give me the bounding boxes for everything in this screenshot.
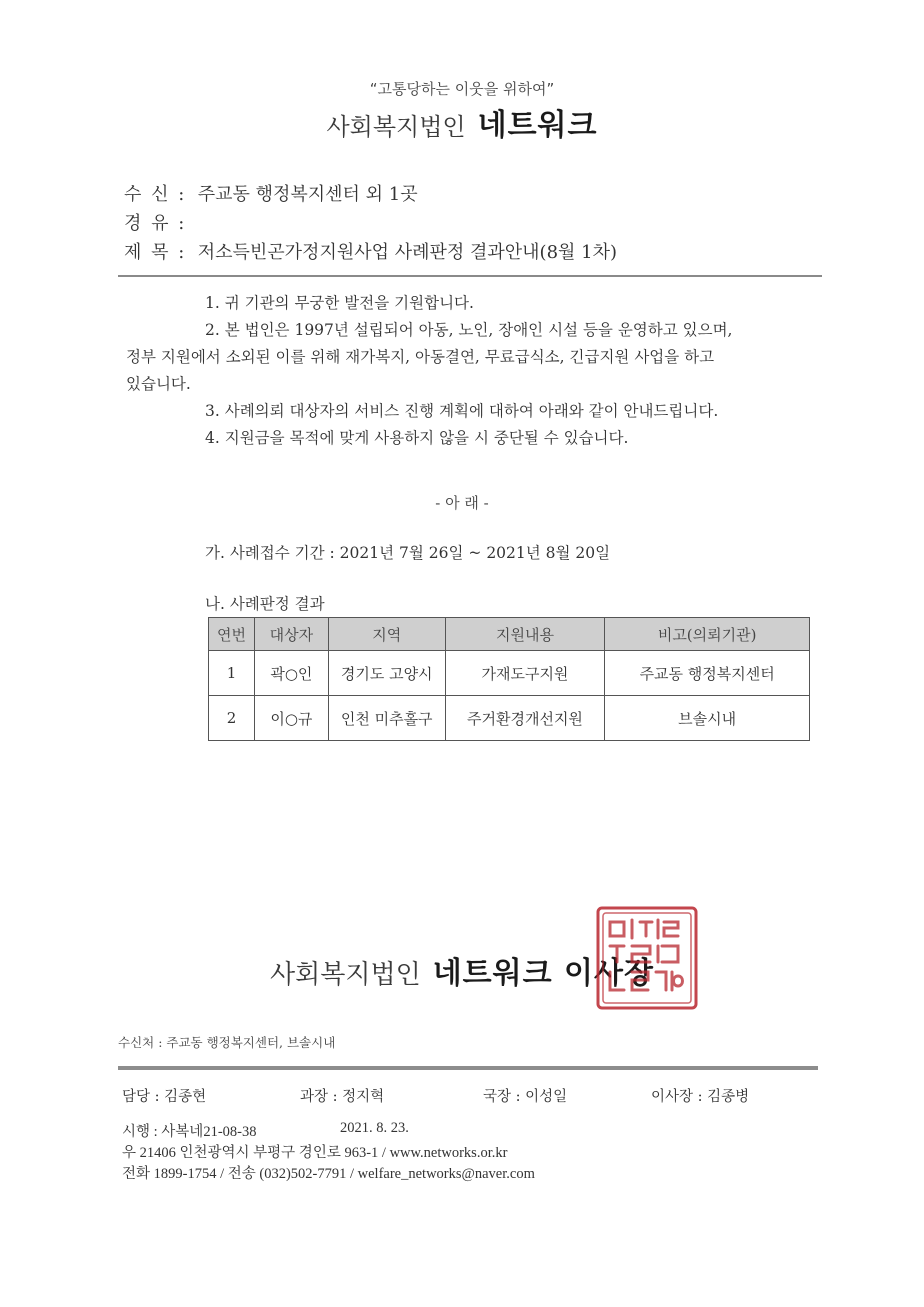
org-name: 네트워크 — [477, 108, 598, 143]
address-line: 우 21406 인천광역시 부평구 경인로 963-1 / www.networks.or.kr — [122, 1145, 508, 1161]
org-title — [0, 100, 924, 144]
below-heading: - 아 래 - — [435, 494, 489, 512]
reception-period: 가. 사례접수 기간 : 2021년 7월 26일 ~ 2021년 8월 20일 — [205, 544, 611, 562]
col-header-no: 연번 — [209, 618, 255, 651]
paragraph-2-line-1: 2. 본 법인은 1997년 설립되어 아동, 노인, 장애인 시설 등을 운영하고 있으며, — [205, 321, 733, 339]
paragraph-1: 1. 귀 기관의 무궁한 발전을 기원합니다. — [205, 294, 474, 312]
cell-note: 주교동 행정복지센터 — [605, 651, 810, 696]
cell-target: 곽○인 — [254, 651, 328, 696]
org-prefix: 사회복지법인 — [326, 113, 466, 141]
subject-label: 제 목 : — [124, 242, 187, 263]
subject-value: 저소득빈곤가정지원사업 사례판정 결과안내(8월 1차) — [197, 242, 617, 263]
doc-number: 시행 : 사복네21-08-38 — [122, 1124, 257, 1140]
cell-support: 가재도구지원 — [445, 651, 605, 696]
col-header-target: 대상자 — [254, 618, 328, 651]
subject-line — [124, 238, 617, 264]
col-header-support: 지원내용 — [445, 618, 605, 651]
approval-chairman: 이사장 : 김종병 — [651, 1089, 750, 1105]
recipient-line — [124, 180, 418, 206]
cell-support: 주거환경개선지원 — [445, 696, 605, 741]
paragraph-2-line-2: 정부 지원에서 소외된 이를 위해 재가복지, 아동결연, 무료급식소, 긴급지원 사업을 하고 — [126, 348, 715, 366]
header-divider — [118, 275, 822, 277]
table-row — [209, 651, 810, 696]
result-table — [208, 617, 810, 741]
via-line — [124, 209, 192, 235]
via-label: 경 유 : — [124, 213, 187, 234]
cell-target: 이○규 — [254, 696, 328, 741]
paragraph-4: 4. 지원금을 목적에 맞게 사용하지 않을 시 중단될 수 있습니다. — [205, 429, 629, 447]
table-header-row — [209, 618, 810, 651]
approval-director: 국장 : 이성일 — [483, 1089, 568, 1105]
cell-region: 인천 미추홀구 — [328, 696, 445, 741]
recipient-value: 주교동 행정복지센터 외 1곳 — [197, 184, 418, 205]
signature-org-name: 네트워크 이사장 — [432, 956, 654, 991]
footer-divider — [118, 1066, 818, 1070]
col-header-region: 지역 — [328, 618, 445, 651]
signature-line — [0, 948, 924, 992]
table-row — [209, 696, 810, 741]
approval-manager: 과장 : 정지혁 — [300, 1089, 385, 1105]
col-header-note: 비고(의뢰기관) — [605, 618, 810, 651]
cell-no: 1 — [209, 651, 255, 696]
signature-org-prefix: 사회복지법인 — [269, 960, 421, 990]
distribution-list: 수신처 : 주교동 행정복지센터, 브솔시내 — [118, 1035, 336, 1050]
paragraph-3: 3. 사례의뢰 대상자의 서비스 진행 계획에 대하여 아래와 같이 안내드립니다. — [205, 402, 719, 420]
official-seal-icon — [596, 906, 698, 1010]
cell-note: 브솔시내 — [605, 696, 810, 741]
slogan: “고통당하는 이웃을 위하여” — [369, 80, 555, 98]
cell-region: 경기도 고양시 — [328, 651, 445, 696]
contact-line: 전화 1899-1754 / 전송 (032)502-7791 / welfare_networks@naver.com — [122, 1166, 535, 1182]
approval-staff: 담당 : 김종현 — [122, 1089, 207, 1105]
doc-date: 2021. 8. 23. — [340, 1120, 409, 1136]
result-title: 나. 사례판정 결과 — [205, 595, 325, 613]
paragraph-2-line-3: 있습니다. — [126, 375, 191, 393]
recipient-label: 수 신 : — [124, 184, 187, 205]
cell-no: 2 — [209, 696, 255, 741]
